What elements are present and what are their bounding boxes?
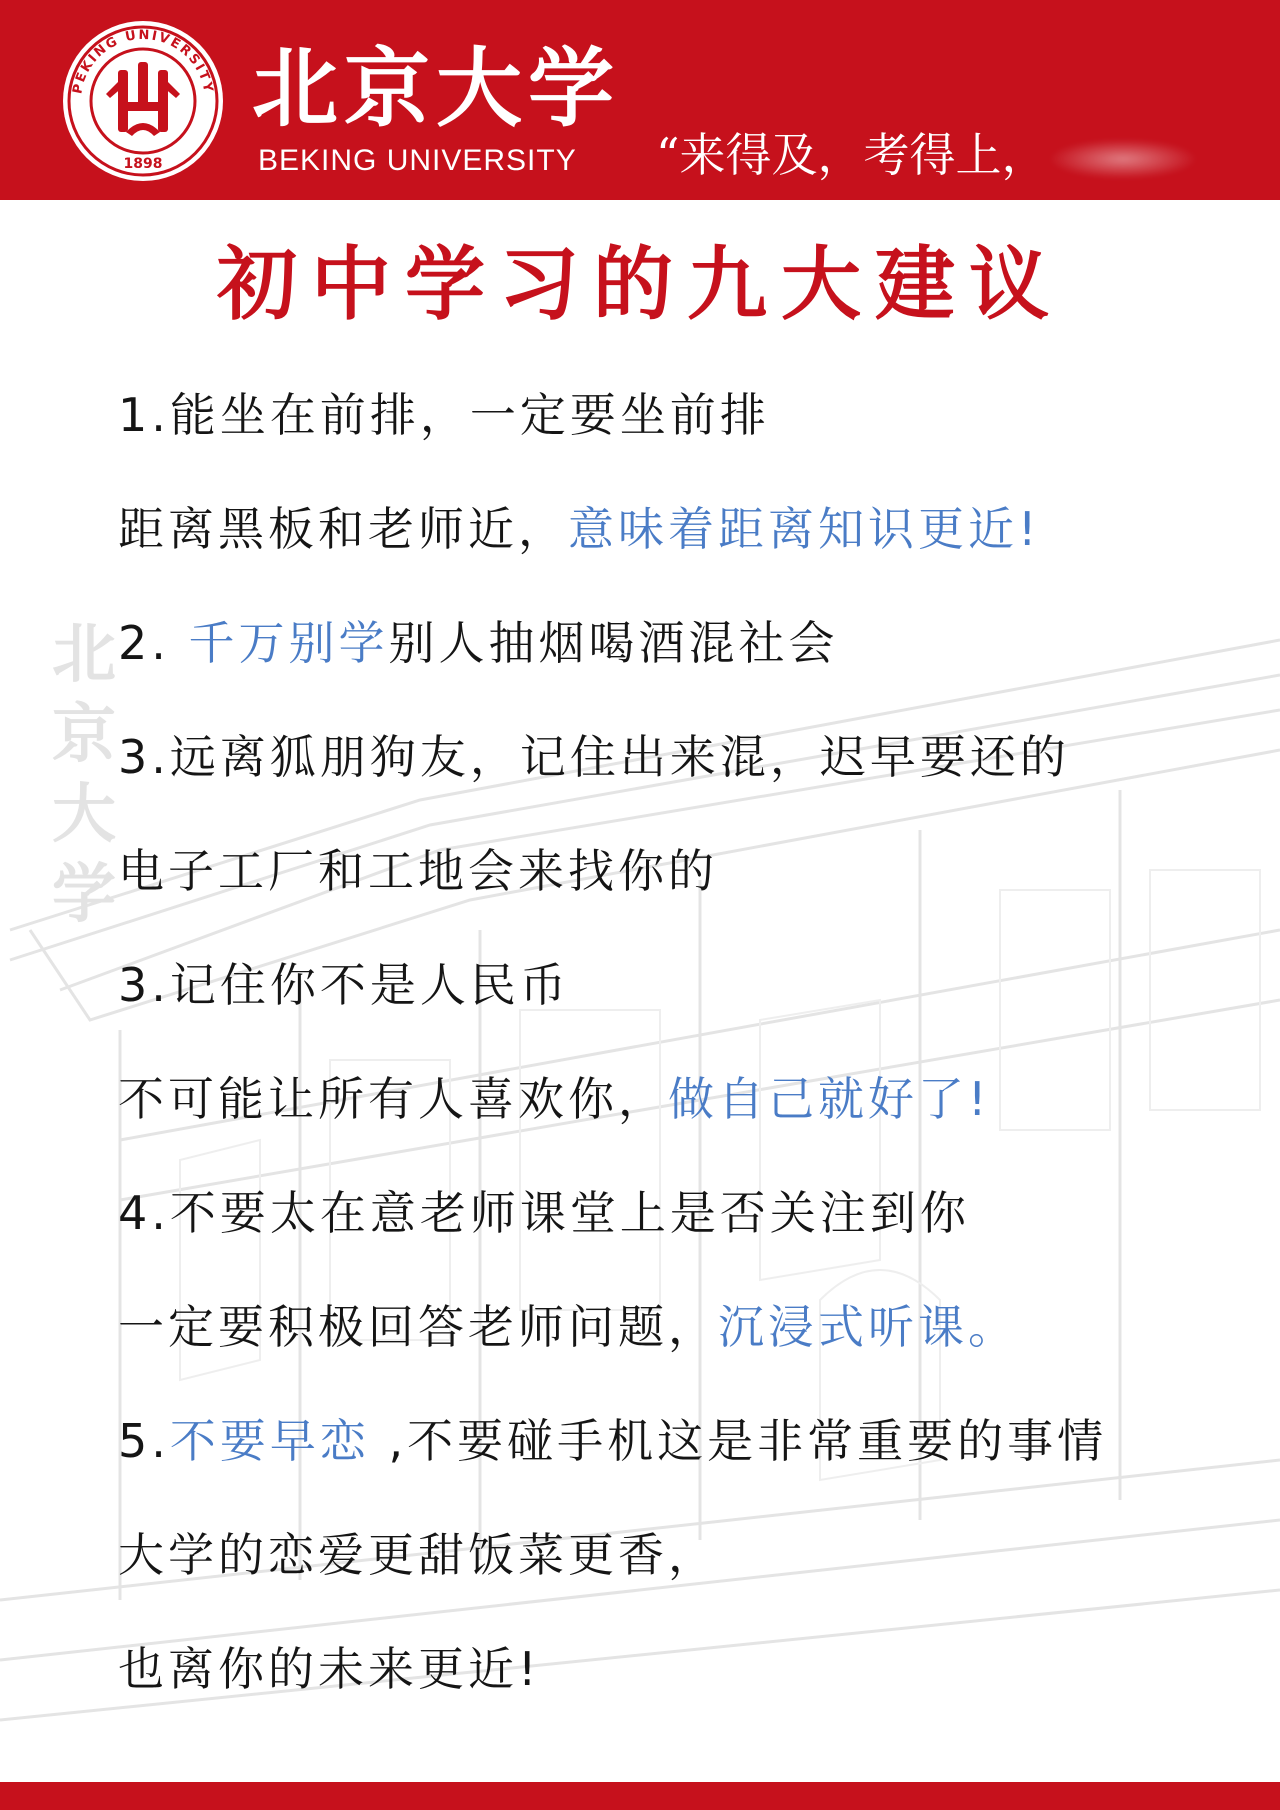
- advice-line: [118, 1414, 1108, 1468]
- advice-line: [118, 1528, 718, 1582]
- line-text: ,不要碰手机这是非常重要的事情: [369, 1414, 1108, 1468]
- line-highlight: 做自己就好了!: [668, 1072, 991, 1126]
- advice-line: [118, 502, 1041, 556]
- seal-year: 1898: [123, 156, 163, 172]
- seal-ring-text: PEKING UNIVERSITY: [70, 27, 216, 96]
- advice-line: [118, 1300, 1018, 1354]
- line-highlight: 意味着距离知识更近!: [568, 502, 1041, 556]
- line-text: 别人抽烟喝酒混社会: [388, 616, 839, 670]
- line-highlight: 沉浸式听课。: [718, 1300, 1018, 1354]
- advice-line: [118, 616, 839, 670]
- advice-line: [118, 1072, 991, 1126]
- line-text: 1.能坐在前排，一定要坐前排: [118, 388, 770, 442]
- line-text: 大学的恋爱更甜饭菜更香，: [118, 1528, 718, 1582]
- watermark-vertical-text: 北京大学: [52, 617, 116, 932]
- header-banner: [0, 0, 1280, 200]
- line-highlight: 不要早恋: [169, 1414, 370, 1468]
- line-text: 一定要积极回答老师问题，: [118, 1300, 718, 1354]
- footer-band: [0, 1782, 1280, 1810]
- advice-line: [118, 958, 570, 1012]
- line-text: 也离你的未来更近!: [118, 1642, 541, 1696]
- peking-university-seal-logo: [60, 18, 226, 184]
- slogan-obscured-part: [1048, 139, 1198, 179]
- line-text: 不可能让所有人喜欢你，: [118, 1072, 668, 1126]
- line-prefix: 5.: [118, 1414, 170, 1468]
- line-highlight: 千万别学: [188, 616, 389, 670]
- line-text: 3.远离狐朋狗友，记住出来混，迟早要还的: [118, 730, 1070, 784]
- advice-line: [118, 1186, 970, 1240]
- advice-line: [118, 844, 718, 898]
- line-prefix: 2.: [118, 616, 189, 670]
- page-title: 初中学习的九大建议: [217, 237, 1063, 331]
- line-text: 电子工厂和工地会来找你的: [118, 844, 718, 898]
- slogan-text: “来得及，考得上，: [656, 128, 1048, 182]
- brand-name-english: BEKING UNIVERSITY: [258, 144, 577, 177]
- advice-line: [118, 388, 770, 442]
- line-text: 距离黑板和老师近，: [118, 502, 568, 556]
- line-text: 4.不要太在意老师课堂上是否关注到你: [118, 1186, 970, 1240]
- line-text: 3.记住你不是人民币: [118, 958, 570, 1012]
- slogan: [656, 128, 1198, 182]
- advice-line: [118, 1642, 541, 1696]
- advice-line: [118, 730, 1070, 784]
- brand-name-chinese: 北京大学: [252, 38, 620, 139]
